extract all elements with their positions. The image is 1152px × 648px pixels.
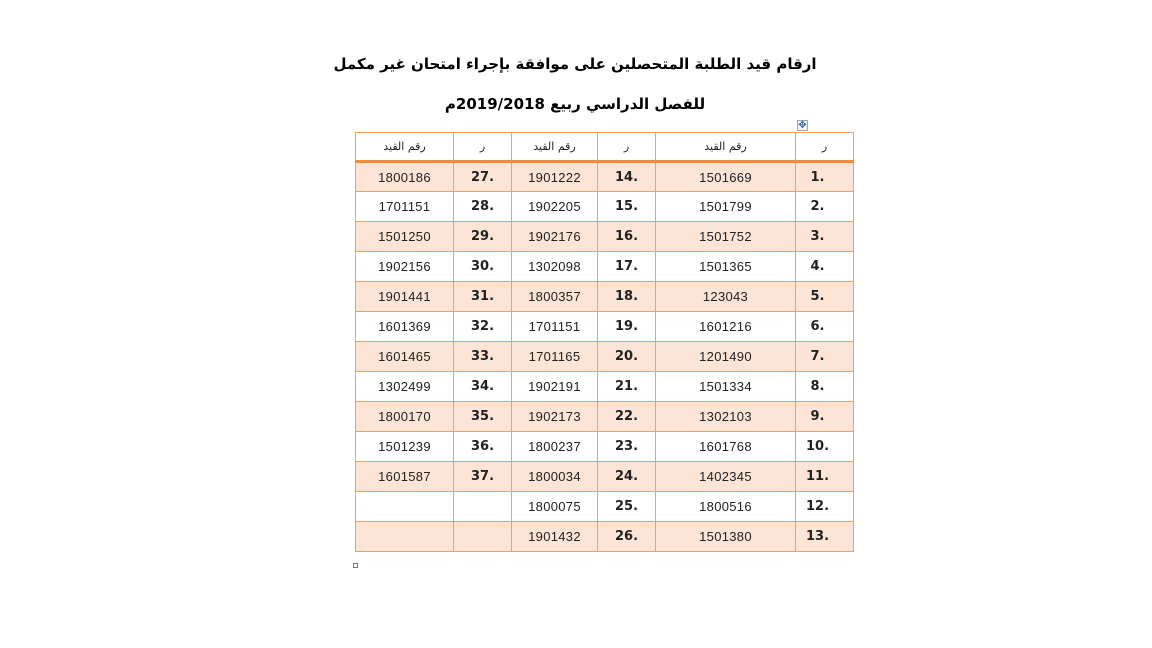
serial-cell: .9 (796, 402, 854, 432)
table-header-row (356, 133, 854, 162)
serial-cell: .27 (454, 162, 512, 192)
student-id-cell: 1501239 (356, 432, 454, 462)
student-id-cell: 1902191 (512, 372, 598, 402)
header-id-3: رقم القيد (356, 133, 454, 162)
table-row (356, 312, 854, 342)
table-row (356, 402, 854, 432)
student-id-cell: 1800170 (356, 402, 454, 432)
header-serial-2: ر (598, 133, 656, 162)
header-serial-3: ر (454, 133, 512, 162)
serial-cell: .23 (598, 432, 656, 462)
header-serial-1: ر (796, 133, 854, 162)
serial-cell: .32 (454, 312, 512, 342)
student-id-cell: 1902156 (356, 252, 454, 282)
serial-cell: .37 (454, 462, 512, 492)
student-id-cell: 1800237 (512, 432, 598, 462)
student-id-cell: 1302499 (356, 372, 454, 402)
student-id-cell: 1800357 (512, 282, 598, 312)
student-id-cell: 1901222 (512, 162, 598, 192)
student-id-cell: 1901432 (512, 522, 598, 552)
table-row (356, 522, 854, 552)
student-id-cell: 1501799 (656, 192, 796, 222)
student-id-cell: 1201490 (656, 342, 796, 372)
serial-cell: .28 (454, 192, 512, 222)
table-resize-handle[interactable] (353, 563, 358, 568)
serial-cell: .14 (598, 162, 656, 192)
table-move-handle-icon[interactable]: ✥ (798, 119, 807, 131)
serial-cell: .15 (598, 192, 656, 222)
student-id-cell: 1701151 (512, 312, 598, 342)
serial-cell: .4 (796, 252, 854, 282)
student-id-cell: 1800516 (656, 492, 796, 522)
serial-cell: .17 (598, 252, 656, 282)
student-id-cell: 1601216 (656, 312, 796, 342)
student-id-cell: 1902176 (512, 222, 598, 252)
table-row (356, 492, 854, 522)
serial-cell: .12 (796, 492, 854, 522)
table-row (356, 192, 854, 222)
student-id-cell: 1701151 (356, 192, 454, 222)
serial-cell: .26 (598, 522, 656, 552)
student-id-cell: 1901441 (356, 282, 454, 312)
student-id-cell: 1601369 (356, 312, 454, 342)
serial-cell: .13 (796, 522, 854, 552)
serial-cell: .29 (454, 222, 512, 252)
serial-cell: .31 (454, 282, 512, 312)
serial-cell: .10 (796, 432, 854, 462)
table-row (356, 432, 854, 462)
serial-cell: .8 (796, 372, 854, 402)
table-row (356, 372, 854, 402)
student-id-cell: 1501365 (656, 252, 796, 282)
student-id-cell: 1601768 (656, 432, 796, 462)
student-id-cell: 123043 (656, 282, 796, 312)
table-row (356, 252, 854, 282)
student-id-cell: 1501669 (656, 162, 796, 192)
student-id-cell: 1501752 (656, 222, 796, 252)
student-id-cell: 1902205 (512, 192, 598, 222)
student-id-cell (356, 492, 454, 522)
student-id-cell: 1800075 (512, 492, 598, 522)
serial-cell: .16 (598, 222, 656, 252)
student-id-cell: 1501250 (356, 222, 454, 252)
serial-cell: .3 (796, 222, 854, 252)
serial-cell: .24 (598, 462, 656, 492)
student-ids-table (355, 132, 854, 552)
student-id-cell: 1601587 (356, 462, 454, 492)
student-id-cell: 1302103 (656, 402, 796, 432)
serial-cell: .20 (598, 342, 656, 372)
student-id-cell: 1800034 (512, 462, 598, 492)
student-id-cell: 1302098 (512, 252, 598, 282)
table-row (356, 282, 854, 312)
student-id-cell: 1501380 (656, 522, 796, 552)
student-id-cell: 1800186 (356, 162, 454, 192)
serial-cell: .7 (796, 342, 854, 372)
serial-cell: .22 (598, 402, 656, 432)
student-id-cell: 1902173 (512, 402, 598, 432)
serial-cell: .33 (454, 342, 512, 372)
student-id-cell: 1402345 (656, 462, 796, 492)
serial-cell (454, 492, 512, 522)
table-row (356, 462, 854, 492)
serial-cell: .25 (598, 492, 656, 522)
serial-cell: .5 (796, 282, 854, 312)
serial-cell: .21 (598, 372, 656, 402)
student-id-cell (356, 522, 454, 552)
student-id-cell: 1701165 (512, 342, 598, 372)
table-row (356, 342, 854, 372)
serial-cell: .35 (454, 402, 512, 432)
serial-cell: .19 (598, 312, 656, 342)
student-id-cell: 1501334 (656, 372, 796, 402)
table-row (356, 162, 854, 192)
table-row (356, 222, 854, 252)
header-id-1: رقم القيد (656, 133, 796, 162)
serial-cell: .18 (598, 282, 656, 312)
document-title: ارقام قيد الطلبة المتحصلين على موافقة بإجراء امتحان غير مكمل (333, 55, 817, 73)
student-id-cell: 1601465 (356, 342, 454, 372)
serial-cell: .1 (796, 162, 854, 192)
serial-cell: .11 (796, 462, 854, 492)
serial-cell: .2 (796, 192, 854, 222)
serial-cell: .36 (454, 432, 512, 462)
serial-cell: .6 (796, 312, 854, 342)
serial-cell (454, 522, 512, 552)
document-subtitle: للفصل الدراسي ربيع 2019/2018م (444, 95, 706, 113)
header-id-2: رقم القيد (512, 133, 598, 162)
serial-cell: .30 (454, 252, 512, 282)
serial-cell: .34 (454, 372, 512, 402)
